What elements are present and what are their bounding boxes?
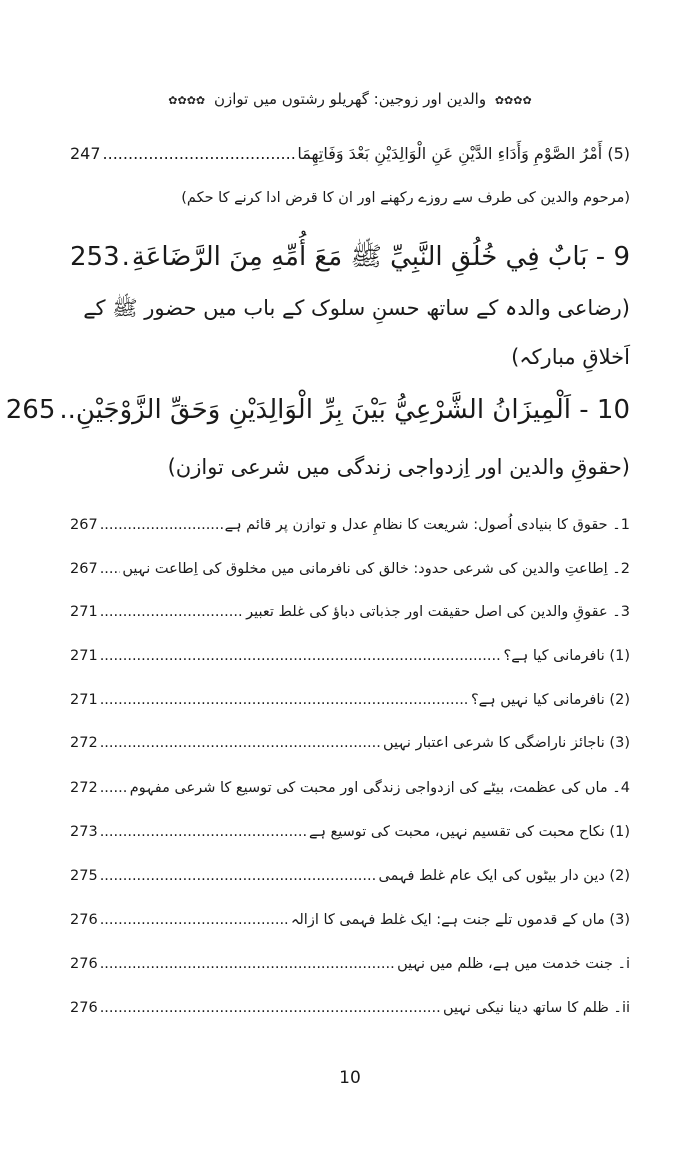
toc-page-number: 271: [70, 604, 98, 620]
toc-chapter[interactable]: [70, 240, 630, 278]
toc-subtitle: (حقوقِ والدین اور اِزدواجی زندگی میں شرعی توازن): [167, 455, 630, 479]
ornament-icon: ✿✿✿✿: [494, 94, 532, 107]
toc-page-number: 253: [70, 242, 120, 272]
leader-dots: [100, 824, 307, 840]
leader-dots: [100, 1000, 441, 1016]
toc-entry-title: (3) ناجائز ناراضگی کا شرعی اعتبار نہیں: [383, 735, 630, 751]
toc-entry[interactable]: [70, 868, 630, 884]
leader-dots: [100, 692, 469, 708]
toc-entry[interactable]: [70, 144, 630, 163]
toc-entry[interactable]: [70, 912, 630, 928]
toc-page-number: 247: [70, 144, 101, 163]
toc-entry-title: ii۔ ظلم کا ساتھ دینا نیکی نہیں: [442, 1000, 630, 1016]
toc-page-number: 276: [70, 956, 98, 972]
toc-entry[interactable]: [70, 956, 630, 972]
leader-dots: [122, 242, 130, 272]
leader-dots: [100, 956, 395, 972]
leader-dots: [100, 604, 244, 620]
toc-subtitle: (مرحوم والدین کی طرف سے روزے رکھنے اور ان کا قرض ادا کرنے کا حکم): [181, 190, 630, 206]
toc-chapter[interactable]: [5, 395, 630, 425]
toc-entry-title: (3) ماں کے قدموں تلے جنت ہے: ایک غلط فہمی کا ازالہ: [290, 912, 630, 928]
leader-dots: [100, 868, 377, 884]
toc-entry-title: 10 - اَلْمِيزَانُ الشَّرْعِيُّ بَيْنَ بِرِّ الْوَالِدَيْنِ وَحَقِّ الزَّوْجَيْنِ..: [59, 395, 630, 425]
toc-entry-title: (1) نکاح محبت کی تقسیم نہیں، محبت کی توسیع ہے: [308, 824, 630, 840]
toc-page-number: 272: [70, 780, 98, 796]
toc-entry[interactable]: [70, 780, 630, 796]
toc-entry[interactable]: [70, 561, 630, 577]
toc-entry-title: 1۔ حقوق کا بنیادی اُصول: شریعت کا نظامِ عدل و توازن پر قائم ہے: [224, 517, 630, 533]
toc-page-number: 271: [70, 648, 98, 664]
toc-entry-title: 9 - بَابٌ فِي خُلُقِ النَّبِيِّ ﷺ مَعَ أُمِّهِ مِنَ الرَّضَاعَةِ: [131, 242, 630, 272]
leader-dots: [100, 648, 502, 664]
toc-page-number: 276: [70, 1000, 98, 1016]
toc-entry-title: (1) نافرمانی کیا ہے؟: [503, 648, 630, 664]
toc-entry[interactable]: [70, 692, 630, 708]
running-header: [0, 90, 700, 108]
header-title: والدین اور زوجین: گھریلو رشتوں میں توازن: [213, 90, 487, 108]
toc-entry-title: (2) دین دار بیٹوں کی ایک عام غلط فہمی: [378, 868, 630, 884]
toc-entry-title: 3۔ عقوقِ والدین کی اصل حقیقت اور جذباتی دباؤ کی غلط تعبیر: [246, 604, 630, 620]
toc-entry[interactable]: [70, 824, 630, 840]
toc-page-number: 275: [70, 868, 98, 884]
toc-page-number: 272: [70, 735, 98, 751]
leader-dots: [103, 144, 296, 163]
toc-entry[interactable]: [70, 1000, 630, 1016]
leader-dots: [100, 561, 121, 577]
toc-page-number: 273: [70, 824, 98, 840]
toc-entry-title: 4۔ ماں کی عظمت، بیٹے کی ازدواجی زندگی اور محبت کی توسیع کا شرعی مفہوم: [129, 780, 630, 796]
leader-dots: [100, 780, 128, 796]
page-number: 10: [339, 1068, 361, 1088]
toc-entry-title: (2) نافرمانی کیا نہیں ہے؟: [470, 692, 630, 708]
toc-entry-title: 2۔ اِطاعتِ والدین کی شرعی حدود: خالق کی نافرمانی میں مخلوق کی اِطاعت نہیں: [122, 561, 630, 577]
toc-page-number: 267: [70, 561, 98, 577]
ornament-icon: ✿✿✿✿: [168, 94, 206, 107]
toc-entry[interactable]: [70, 735, 630, 751]
toc-entry-title: (5) أَمْرُ الصَّوْمِ وَأَدَاءِ الدَّيْنِ عَنِ الْوَالِدَيْنِ بَعْدَ وَفَاتِهِمَا: [297, 144, 630, 163]
toc-entry[interactable]: [70, 648, 630, 664]
leader-dots: [100, 912, 289, 928]
leader-dots: [100, 517, 223, 533]
toc-entry-title: i۔ جنت خدمت میں ہے، ظلم میں نہیں: [397, 956, 630, 972]
toc-entry[interactable]: [70, 604, 630, 620]
toc-page-number: 265: [5, 395, 56, 425]
toc-page-number: 267: [70, 517, 98, 533]
leader-dots: [100, 735, 381, 751]
toc-subtitle: (رضاعی والدہ کے ساتھ حسنِ سلوک کے باب میں حضور ﷺ کے: [83, 296, 630, 320]
toc-entry[interactable]: [70, 517, 630, 533]
toc-page-number: 276: [70, 912, 98, 928]
toc-subtitle: اَخلاقِ مبارکہ): [511, 345, 630, 369]
toc-page-number: 271: [70, 692, 98, 708]
